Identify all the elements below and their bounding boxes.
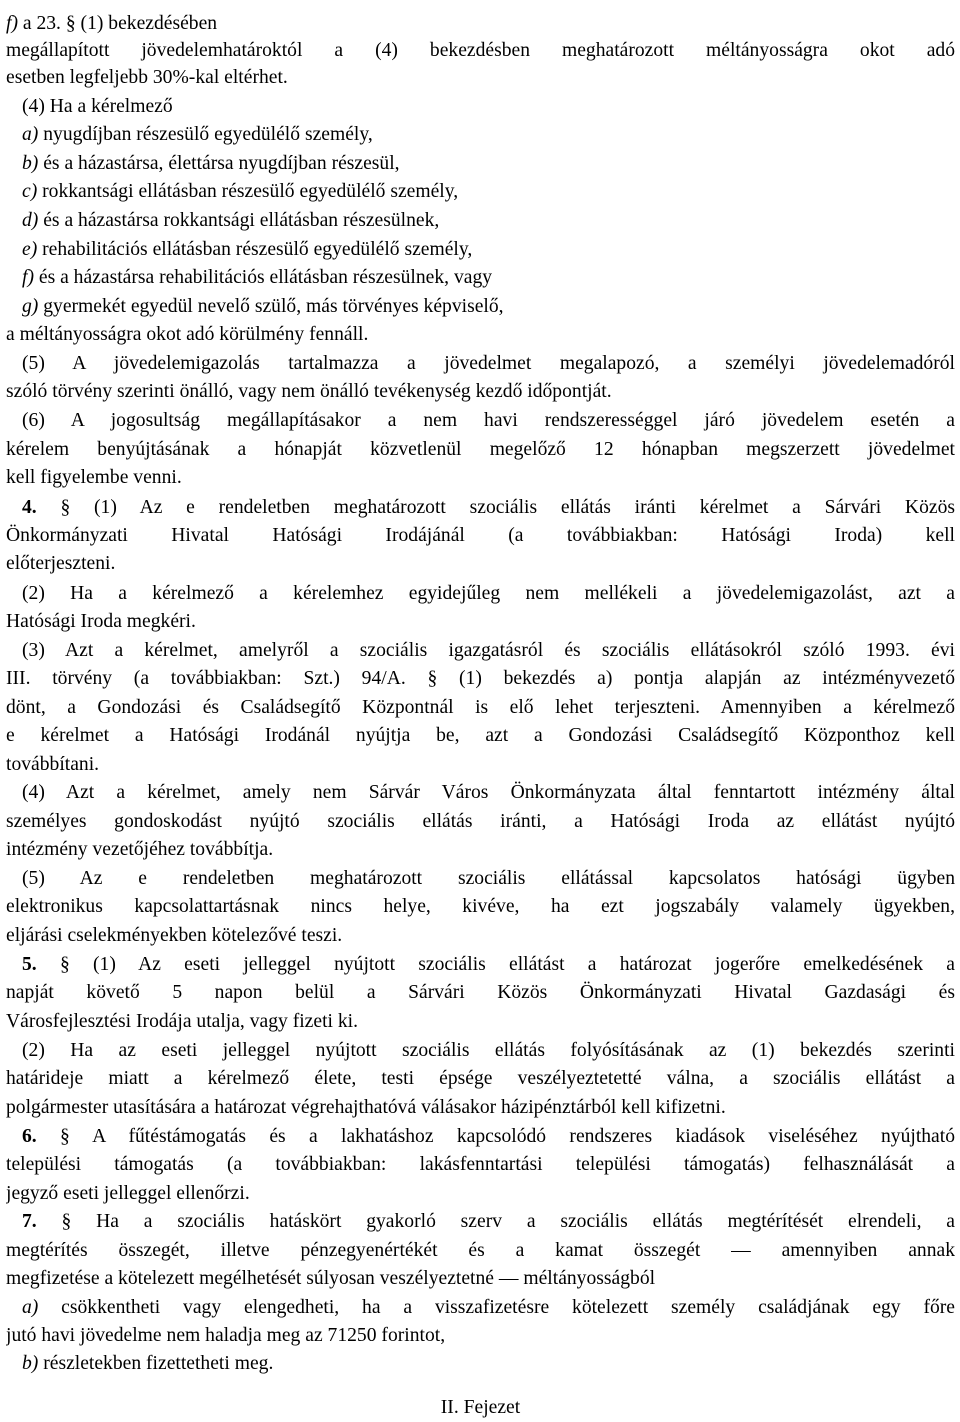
text-line <box>6 580 955 608</box>
text-segment: d) <box>22 210 39 231</box>
text-line <box>6 1094 955 1122</box>
text-segment: e) <box>22 239 38 260</box>
text-line <box>6 951 955 979</box>
text-segment: § (1) Az eseti jelleggel nyújtott szociális ellátást a határozat jogerőre emelkedésének a <box>36 954 955 975</box>
text-segment: személyes gondoskodást nyújtó szociális ellátás iránti, a Hatósági Iroda az ellátást nyújtó <box>6 811 955 832</box>
text-line <box>6 1322 955 1350</box>
text-line <box>6 293 955 321</box>
text-segment: (2) Ha az eseti jelleggel nyújtott szociális ellátás folyósításának az (1) bekezdés szerinti <box>22 1040 955 1061</box>
text-line-content <box>6 467 182 488</box>
text-line <box>6 1065 955 1093</box>
text-line-content <box>6 725 955 746</box>
text-line-content <box>22 782 955 803</box>
text-segment: Önkormányzati Hivatal Hatósági Irodájánál (a továbbiakban: Hatósági Iroda) kell <box>6 525 955 546</box>
text-line-content <box>22 868 955 889</box>
text-segment: b) <box>22 153 39 174</box>
text-line-content <box>22 1126 955 1147</box>
text-segment: (4) Azt a kérelmet, amely nem Sárvár Város Önkormányzata által fenntartott intézmény által <box>22 782 955 803</box>
text-line <box>6 1037 955 1065</box>
text-segment: gyermekét egyedül nevelő szülő, más törvényes képviselő, <box>38 296 504 317</box>
text-segment: kell figyelembe venni. <box>6 467 182 488</box>
text-segment: (5) Az e rendeletben meghatározott szociális ellátással kapcsolatos hatósági ügyben <box>22 868 955 889</box>
text-line-content <box>6 1268 655 1289</box>
text-segment: jutó havi jövedelme nem haladja meg az 71250 forintot, <box>6 1325 446 1346</box>
text-line-content <box>6 40 955 61</box>
text-line <box>6 321 955 349</box>
text-segment: intézmény vezetőjéhez továbbítja. <box>6 839 274 860</box>
text-segment: e kérelmet a Hatósági Irodánál nyújtja be, azt a Gondozási Családsegítő Központhoz kell <box>6 725 955 746</box>
text-line-content <box>6 1240 955 1261</box>
text-segment: jegyző eseti jelleggel ellenőrzi. <box>6 1183 250 1204</box>
text-line <box>6 10 955 38</box>
text-segment: esetben legfeljebb 30%-kal eltérhet. <box>6 67 288 88</box>
text-line-content <box>6 811 955 832</box>
text-segment: (3) Azt a kérelmet, amelyről a szociális igazgatásról és szociális ellátásokról szóló 1993. évi <box>22 640 955 661</box>
text-line <box>6 93 955 121</box>
text-segment: a 23. § (1) bekezdésében <box>17 13 218 34</box>
text-line-content <box>6 896 955 917</box>
text-line-content <box>22 410 955 431</box>
text-segment: (5) A jövedelemigazolás tartalmazza a jövedelmet megalapozó, a személyi jövedelemadóról <box>22 353 955 374</box>
text-line <box>6 121 955 149</box>
text-segment: 7. <box>22 1211 37 1232</box>
text-line <box>6 1237 955 1265</box>
text-segment: részletekben fizettetheti meg. <box>38 1353 274 1374</box>
text-line-content <box>6 1011 358 1032</box>
text-line <box>6 808 955 836</box>
text-line-content <box>6 67 288 88</box>
text-line-content <box>22 236 472 264</box>
text-segment: rokkantsági ellátásban részesülő egyedülélő személy, <box>37 181 459 202</box>
text-segment: szóló törvény szerinti önálló, vagy nem önálló tevékenység kezdő időpontját. <box>6 381 612 402</box>
text-segment: csökkentheti vagy elengedheti, ha a visszafizetésre kötelezett személy családjának egy főre <box>38 1297 955 1318</box>
text-segment: elektronikus kapcsolattartásnak nincs helye, kivéve, ha ezt jogszabály valamely ügyekben, <box>6 896 955 917</box>
text-line-content <box>22 954 955 975</box>
text-segment: (4) Ha a kérelmező <box>22 96 173 117</box>
text-line-content <box>22 178 458 206</box>
text-segment: f) <box>22 267 34 288</box>
text-line <box>6 178 955 206</box>
text-line-content <box>22 150 400 178</box>
text-line-content <box>22 1211 955 1232</box>
text-line <box>6 236 955 264</box>
text-line <box>6 1151 955 1179</box>
text-line-content <box>6 13 217 34</box>
text-segment: b) <box>22 1353 39 1374</box>
text-line <box>6 1008 955 1036</box>
text-line-content <box>6 525 955 546</box>
text-line-content <box>22 264 492 292</box>
text-line <box>6 1294 955 1322</box>
text-line-content <box>6 925 342 946</box>
text-line <box>6 464 955 492</box>
text-line-content <box>6 1183 250 1204</box>
text-line-content <box>6 1325 445 1346</box>
text-segment: és a házastársa rehabilitációs ellátásban részesülnek, vagy <box>33 267 493 288</box>
text-segment: a) <box>22 1297 39 1318</box>
text-line <box>6 779 955 807</box>
text-line-content <box>22 1040 955 1061</box>
text-segment: rehabilitációs ellátásban részesülő egyedülélő személy, <box>37 239 473 260</box>
text-line <box>6 522 955 550</box>
text-segment: 5. <box>22 954 37 975</box>
text-line-content <box>6 1154 955 1175</box>
text-line <box>6 893 955 921</box>
text-line-content <box>22 583 955 604</box>
text-line <box>6 264 955 292</box>
text-segment: előterjeszteni. <box>6 553 116 574</box>
text-segment: települési támogatás (a továbbiakban: lakásfenntartási települési támogatás) felhasználását a <box>6 1154 955 1175</box>
text-line <box>6 207 955 235</box>
text-segment: továbbítani. <box>6 754 100 775</box>
text-segment: 4. <box>22 497 37 518</box>
text-line-content <box>22 640 955 661</box>
text-segment: és a házastársa, élettársa nyugdíjban részesül, <box>38 153 400 174</box>
text-segment: f) <box>6 13 18 34</box>
text-line-content <box>6 1097 726 1118</box>
text-line-content <box>22 121 373 149</box>
text-line-content <box>6 439 955 460</box>
text-segment: megfizetése a kötelezett megélhetését súlyosan veszélyeztetné — méltányosságból <box>6 1268 656 1289</box>
text-line <box>6 150 955 178</box>
text-segment: határideje miatt a kérelmező élete, testi épsége veszélyeztetetté válna, a szociális ellátást a <box>6 1068 955 1089</box>
text-line-content <box>6 668 955 689</box>
text-segment: § (1) Az e rendeletben meghatározott szociális ellátás iránti kérelmet a Sárvári Közös <box>36 497 955 518</box>
text-line <box>6 637 955 665</box>
text-line-content <box>22 353 955 374</box>
text-line <box>6 1180 955 1208</box>
text-line-content <box>22 207 439 235</box>
text-line <box>6 64 955 92</box>
text-line <box>6 407 955 435</box>
text-line-content <box>6 611 196 632</box>
text-line <box>6 1123 955 1151</box>
text-line <box>6 694 955 722</box>
text-line-content <box>6 839 273 860</box>
text-segment: a méltányosságra okot adó körülmény fennáll. <box>6 324 369 345</box>
text-segment: c) <box>22 181 38 202</box>
text-segment: Városfejlesztési Irodája utalja, vagy fizeti ki. <box>6 1011 358 1032</box>
text-line-content <box>6 324 368 345</box>
text-line-content <box>22 497 955 518</box>
text-segment: polgármester utasítására a határozat végrehajthatóvá válásakor házipénztárból kell kifizetni. <box>6 1097 726 1118</box>
text-line <box>6 665 955 693</box>
text-segment: megállapított jövedelemhatároktól a (4) bekezdésben meghatározott méltányosságra okot adó <box>6 40 955 61</box>
text-line <box>6 865 955 893</box>
text-segment: és a házastársa rokkantsági ellátásban részesülnek, <box>38 210 440 231</box>
text-segment: kérelem benyújtásának a hónapját közvetlenül megelőző 12 hónapban megszerzett jövedelmet <box>6 439 955 460</box>
text-line <box>6 608 955 636</box>
text-line <box>6 979 955 1007</box>
text-segment: dönt, a Gondozási és Családsegítő Központnál is elő lehet terjeszteni. Amennyiben a kérelmező <box>6 697 955 718</box>
text-segment: nyugdíjban részesülő egyedülélő személy, <box>38 124 373 145</box>
text-line-content <box>6 754 99 775</box>
text-segment: a) <box>22 124 39 145</box>
text-line-content <box>22 1350 273 1378</box>
text-line <box>6 722 955 750</box>
text-line-content <box>22 93 173 121</box>
text-segment: III. törvény (a továbbiakban: Szt.) 94/A. § (1) bekezdés a) pontja alapján az intézményvezető <box>6 668 955 689</box>
text-line <box>6 922 955 950</box>
text-segment: eljárási cselekményekben kötelezővé teszi. <box>6 925 343 946</box>
text-segment: (6) A jogosultság megállapításakor a nem havi rendszerességgel járó jövedelem esetén a <box>22 410 955 431</box>
text-line <box>6 1350 955 1378</box>
text-line <box>6 494 955 522</box>
text-line <box>6 378 955 406</box>
text-line-content <box>6 553 115 574</box>
text-line <box>6 1265 955 1293</box>
text-line-content <box>6 1068 955 1089</box>
text-line-content <box>6 381 612 402</box>
text-segment: § Ha a szociális hatáskört gyakorló szerv a szociális ellátás megtérítését elrendeli, a <box>36 1211 955 1232</box>
text-segment: g) <box>22 296 39 317</box>
text-line <box>6 1208 955 1236</box>
text-segment: 6. <box>22 1126 37 1147</box>
text-line-content <box>22 1297 955 1318</box>
text-segment: § A fűtéstámogatás és a lakhatáshoz kapcsolódó rendszeres kiadások viseléséhez nyújtható <box>36 1126 955 1147</box>
text-segment: (2) Ha a kérelmező a kérelemhez egyidejűleg nem mellékeli a jövedelemigazolást, azt a <box>22 583 955 604</box>
text-segment: napját követő 5 napon belül a Sárvári Közös Önkormányzati Hivatal Gazdasági és <box>6 982 955 1003</box>
text-segment: megtérítés összegét, illetve pénzegyenértékét és a kamat összegét — amennyiben annak <box>6 1240 955 1261</box>
text-segment: Hatósági Iroda megkéri. <box>6 611 196 632</box>
text-line-content <box>6 982 955 1003</box>
text-line <box>6 436 955 464</box>
chapter-heading: II. Fejezet <box>440 1397 521 1418</box>
text-line <box>6 550 955 578</box>
text-line-content <box>22 293 504 321</box>
text-line <box>6 350 955 378</box>
text-line <box>6 836 955 864</box>
text-line <box>6 751 955 779</box>
text-line-content <box>6 697 955 718</box>
text-line <box>6 37 955 65</box>
